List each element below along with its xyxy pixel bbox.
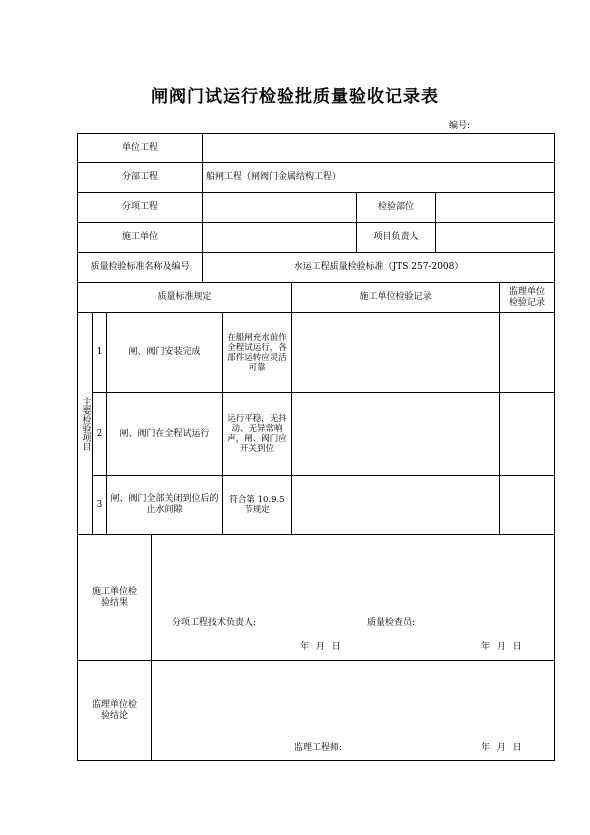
tech-lead-label: 分项工程技术负责人: xyxy=(172,618,257,628)
item-number: 3 xyxy=(92,475,106,534)
project-manager-field[interactable] xyxy=(435,222,555,252)
unit-project-field[interactable] xyxy=(202,133,555,162)
item-number: 1 xyxy=(92,312,106,392)
unit-project-label: 单位工程 xyxy=(77,133,202,162)
construction-date-left: 年 月 日 xyxy=(300,642,341,652)
serial-number-label: 编号: xyxy=(449,121,471,131)
item-number: 2 xyxy=(92,392,106,475)
item-project-field[interactable] xyxy=(202,192,356,222)
col-header-construction-record: 施工单位检验记录 xyxy=(291,282,499,312)
standard-value: 水运工程质量检验标准（JTS 257-2008） xyxy=(202,252,555,282)
quality-inspector-label: 质量检查员: xyxy=(367,618,416,628)
supervising-engineer-label: 监理工程师: xyxy=(294,743,343,753)
form-title: 闸阀门试运行检验批质量验收记录表 xyxy=(151,87,439,107)
construction-unit-label: 施工单位 xyxy=(77,222,202,252)
item-project-label: 分项工程 xyxy=(77,192,202,222)
item-construction-record[interactable] xyxy=(291,392,499,475)
col-header-supervision-record: 监理单位检验记录 xyxy=(499,282,555,312)
item-name: 闸、阀门安装完成 xyxy=(106,312,222,392)
item-name: 闸、阀门全部关闭到位后的止水间隙 xyxy=(106,475,222,534)
construction-date-right: 年 月 日 xyxy=(481,642,522,652)
standard-label: 质量检验标准名称及编号 xyxy=(77,252,202,282)
item-criterion: 运行平稳，无抖动、无异常响声，闸、阀门应开关到位 xyxy=(222,392,291,475)
supervision-result-label: 监理单位检验结论 xyxy=(77,660,151,761)
item-name: 闸、阀门在全程试运行 xyxy=(106,392,222,475)
col-header-standard: 质量标准规定 xyxy=(77,282,291,312)
item-criterion: 符合第 10.9.5 节规定 xyxy=(222,475,291,534)
item-supervision-record[interactable] xyxy=(499,392,555,475)
construction-unit-field[interactable] xyxy=(202,222,356,252)
item-criterion: 在船闸充水前作全程试运行，各部件运转应灵活可靠 xyxy=(222,312,291,392)
sub-project-field[interactable]: 船闸工程（闸阀门金属结构工程） xyxy=(202,162,555,192)
supervision-date: 年 月 日 xyxy=(481,743,522,753)
main-items-label: 主要检验项目 xyxy=(77,312,92,534)
project-manager-label: 项目负责人 xyxy=(356,222,435,252)
inspect-part-label: 检验部位 xyxy=(356,192,435,222)
sub-project-label: 分部工程 xyxy=(77,162,202,192)
item-construction-record[interactable] xyxy=(291,312,499,392)
inspect-part-field[interactable] xyxy=(435,192,555,222)
item-supervision-record[interactable] xyxy=(499,312,555,392)
item-supervision-record[interactable] xyxy=(499,475,555,534)
construction-result-label: 施工单位检验结果 xyxy=(77,534,151,660)
item-construction-record[interactable] xyxy=(291,475,499,534)
